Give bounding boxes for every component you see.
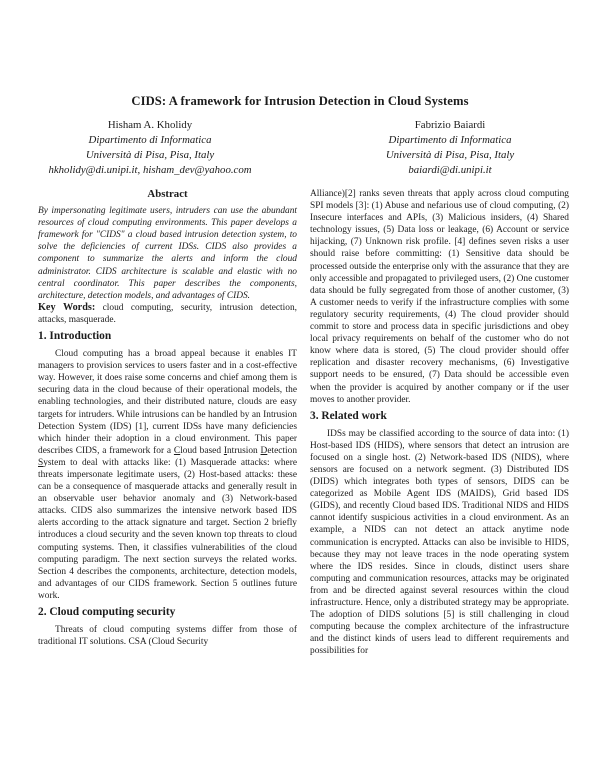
author-affiliation-univ: Università di Pisa, Pisa, Italy <box>85 149 215 161</box>
paper-header <box>0 94 600 178</box>
section-heading-introduction: 1. Introduction <box>38 330 112 343</box>
author-email: hkholidy@di.unipi.it, hisham_dev@yahoo.com <box>48 164 252 176</box>
intro-text: ystem to deal with attacks like: (1) Masquerade attacks: where threats impersonate legitimate users, (2) Host-based attacks: these can be a consequence of masquerade attacks and generally result in an observable user behavior anomaly and (3) Network-based attacks. CIDS also summarizes the intensive network based IDS alerts according to the attack signature and target. Section 2 briefly introduces a cloud security and the seven known top threats to cloud computing systems. Then, it classifies vulnerabilities of the cloud computing paradigm. The next section surveys the related works. Section 4 describes the components, architecture, detection models, and advantages of our CIDS framework. Section 5 outlines future work. <box>38 457 297 601</box>
underlined-letter-i: I <box>223 445 227 456</box>
abstract-text: By impersonating legitimate users, intruders can use the abundant resources of cloud computing environments. This paper develops a framework for "CIDS" a cloud based intrusion detection system, to solve the deficiencies of current IDSs. CIDS also provides a component to summarize the alerts and inform the cloud administrator. CIDS architecture is scalable and elastic with no central coordinator. This paper describes the components, architecture, detection models, and advantages of CIDS. <box>38 206 297 301</box>
intro-text: loud based <box>180 445 224 456</box>
keywords-text: cloud computing, security, intrusion detection, attacks, masquerade. <box>38 302 297 325</box>
intro-text: Cloud computing has a broad appeal because it enables IT managers to provision services to users faster and in a cost-effective way. However, it does raise some concerns and chief among them is securing data in the cloud because of their operational models, the enabling technologies, and their distributed nature, clouds are easy targets for intruders. While intrusions can be handled by an Intrusion Detection System (IDS) [1], current IDSs have many deficiencies which hinder their adoption in a cloud environment. This paper describes CIDS, a framework for a <box>38 349 297 456</box>
keywords-line <box>38 302 297 326</box>
right-column <box>310 188 569 657</box>
left-column <box>38 188 297 657</box>
underlined-letter-d: D <box>260 445 268 456</box>
cloud-security-paragraph: Threats of cloud computing systems differ from those of traditional IT solutions. CSA (Cloud Security <box>38 625 297 648</box>
author-affiliation-dept: Dipartimento di Informatica <box>88 134 212 146</box>
related-work-paragraph: IDSs may be classified according to the source of data into: (1) Host-based IDS (HIDS), where sensors that detect an intrusion are focused on a single host. (2) Network-based IDS (NIDS), where sensors are focused on a network segment. (3) Distributed IDS (DIDS) which integrates both types of sensors, DIDS can be categorized as Mobile Agent IDS (MAIDS), Grid based IDS (GIDS), and recently Cloud based IDS. Traditional NIDS and HIDS cannot identify suspicious activities in a cloud environment. As an example, a NIDS can not detect an attack anytime node communication is encrypted. Attacks can also be invisible to HIDS, because they may not leave traces in the node operating system where the IDS resides. Since in clouds, distinct users share computing and communication resources, attacks may be originated from and be directed against several resources within the cloud infrastructure. Hence, only a distributed strategy may be appropriate. The adoption of DIDS solutions [5] is still challenging in cloud computing because the complex architecture of the infrastructure and the distinct kinds of users lead to different requirements and possibilities for <box>310 428 569 657</box>
authors-block <box>0 118 600 178</box>
author-affiliation-dept: Dipartimento di Informatica <box>388 134 512 146</box>
two-column-body <box>38 188 569 657</box>
paper-title: CIDS: A framework for Intrusion Detection in Cloud Systems <box>131 94 469 108</box>
abstract-heading: Abstract <box>147 188 188 200</box>
keywords-label: Key Words: <box>38 301 96 313</box>
author-affiliation-univ: Università di Pisa, Pisa, Italy <box>385 149 515 161</box>
author-email: baiardi@di.unipi.it <box>408 164 492 176</box>
underlined-letter-s: S <box>38 457 44 468</box>
section-heading-related-work: 3. Related work <box>310 409 387 422</box>
section-heading-cloud-security: 2. Cloud computing security <box>38 606 176 618</box>
underlined-letter-c: C <box>173 445 181 456</box>
author-name: Hisham A. Kholidy <box>107 119 193 131</box>
intro-text: ntrusion <box>226 445 261 456</box>
author-block-right <box>300 118 600 178</box>
author-name: Fabrizio Baiardi <box>414 119 486 131</box>
intro-text: etection <box>267 445 298 456</box>
author-block-left <box>0 118 300 178</box>
cloud-security-paragraph-continued: Alliance)[2] ranks seven threats that apply across cloud computing SPI models [3]: (1) Abuse and nefarious use of cloud computing, (2) Insecure interfaces and APIs, (3) Malicious insiders, (4) Shared technology issues, (5) Data loss or leakage, (6) Account or service hijacking, (7) Unknown risk profile. [4] defines seven risks a user should raise before committing: (1) Sensitive data should be processed outside the enterprise only with the assurance that they are only accessible and propagated to privileged users, (2) One customer data should be fully segregated from those of another customer, (3) A customer needs to verify if the infrastructure complies with some regulatory security requirements, (4) The cloud provider should commit to store and process data in specific jurisdictions and obey local privacy requirements on behalf of the customer who do not know where data is stored, (5) The cloud provider should offer replication and disaster recovery mechanisms, (6) Investigative support needs to be ensured, (7) Data should be accessible even when the provider is acquired by another company or if the user moves to another provider. <box>310 189 569 405</box>
introduction-paragraph <box>38 348 297 602</box>
